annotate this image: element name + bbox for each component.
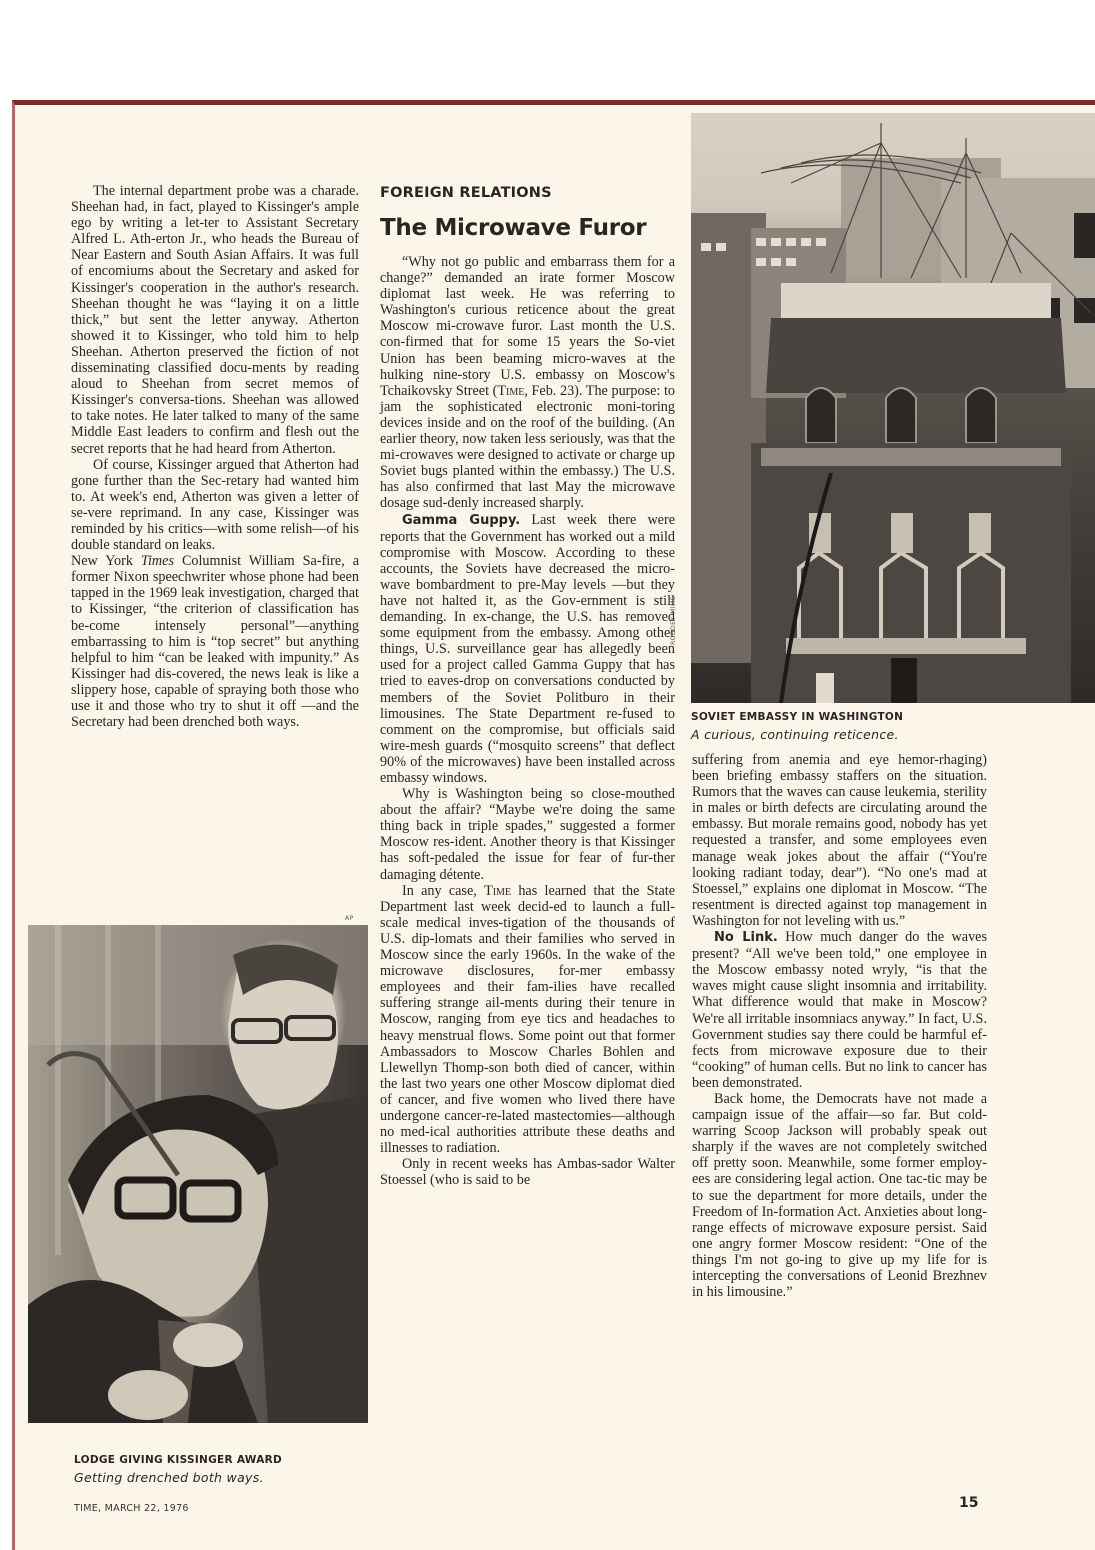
- text-run: Last week there were reports that the Government has worked out a mild compromise with Moscow. According to these accounts, the Soviets have decreased the micro-wave bombardment to pre-May levels —but they have not halted it, as the Gov-ernment is still demanding. In ex-change, the U.S. has removed some equipment from the embassy. Among other things, U.S. surveillance gear has allegedly been used for a project called Gamma Guppy that has tried to eaves-drop on conversations conducted by members of the Soviet Politburo in their limousines. The State Department re-fused to comment on the compromise, but officials said wire-mesh guards (“mosquito screens” that deflect 90% of the microwaves) have been installed across embassy windows.: [380, 511, 676, 786]
- photo-credit: AP: [345, 915, 354, 922]
- magazine-page: [12, 100, 1095, 1550]
- paragraph: [692, 929, 987, 1091]
- issue-date-footer: TIME, MARCH 22, 1976: [74, 1503, 189, 1514]
- text-run: In any case,: [402, 882, 485, 899]
- text-run: How much danger do the waves present? “All we've been told,” one employee in the Moscow embassy noted wryly, “is that the waves might cause slight insomnia and irritability. What difference would that make in Moscow? We're all irritable insomniacs anyway.” In fact, U.S. Government studies say there could be harmful ef-fects from microwave exposure due to their “cooking” of human cells. But no link to cancer has been demonstrated.: [692, 929, 987, 1091]
- photo-caption-title: SOVIET EMBASSY IN WASHINGTON: [691, 711, 904, 723]
- photo-credit: RODDEY MIMS: [670, 596, 677, 645]
- text-run: has learned that the State Department last week decid-ed to launch a full-scale medical inves-tigation of the thousands of U.S. dip-lomats and their families who served in Moscow since the early 1960s. In the wake of the microwave disclosures, for-mer embassy employees and their fam-ilies have recalled suffering strange ail-ments during their tenure in Moscow, ranging from eye tics and headaches to heavy menstrual flows. Some point out that former Ambassadors to Moscow Charles Bohlen and Llewellyn Thomp-son both died of cancer, within the last two years one other Moscow diplomat died of cancer, and five women who lived there have undergone cancer-re-lated mastectomies—although no med-ical authorities attribute these deaths and illnesses to radiation.: [380, 882, 676, 1157]
- paragraph: [380, 883, 675, 1157]
- building-illustration-icon: [691, 113, 1095, 703]
- photo-caption-title: LODGE GIVING KISSINGER AWARD: [74, 1454, 283, 1466]
- page-number: 15: [959, 1495, 979, 1511]
- paragraph: Back home, the Democrats have not made a campaign issue of the affair—so far. But cold-warring Scoop Jackson will probably speak out sharply if the waves are not completely switched off pretty soon. Meanwhile, some former employ-ees are considering legal action. One tac-tic may be to sue the department for more details, under the Freedom of In-formation Act. Anxieties about long-range effects of microwave exposure persist. Said one angry former Moscow resident: “One of the things I'm not go-ing to give up my life for is intercepting the conversations of Leonid Brezhnev in his limousine.”: [692, 1090, 987, 1301]
- italic-text: Times: [140, 553, 174, 570]
- soviet-embassy-photo: [691, 113, 1095, 703]
- paragraph: [380, 254, 675, 512]
- subhead: No Link.: [714, 930, 778, 946]
- paragraph: [71, 553, 359, 730]
- kissinger-award-photo: [28, 925, 368, 1423]
- middle-column-text: [380, 254, 675, 1188]
- paragraph: Of course, Kissinger argued that Atherton had gone further than the Sec-retary had wanted him to. At week's end, Atherton was given a letter of se-vere reprimand. In any case, Kissinger was reminded by his critics—with some relish—of his double standard on leaks.: [71, 456, 359, 554]
- paragraph: suffering from anemia and eye hemor-rhaging) been briefing embassy staffers on the situation. Rumors that the waves can cause leukemia, sterility in males or birth defects are circulating around the embassy. But morale remains good, nobody has yet requested a transfer, and some employees even manage weak jokes about the affair (“You're looking radiant today, dear”). “No one's mad at Stoessel,” explains one diplomat in Moscow. “The resentment is directed against top management in Washington for not leveling with us.”: [692, 752, 987, 929]
- text-run: , Feb. 23). The purpose: to jam the sophisticated electronic moni-toring devices inside and on the roof of the building. (An earlier theory, now taken less seriously, was that the mi-crowaves were designed to activate or charge up Soviet bugs planted within the embassy.) The U.S. has also confirmed that last May the microwave dosage sud-denly increased sharply.: [380, 382, 675, 512]
- photo-caption-subtitle: Getting drenched both ways.: [74, 1470, 264, 1485]
- text-run: New York: [71, 553, 141, 570]
- section-label: FOREIGN RELATIONS: [380, 185, 552, 201]
- paragraph: Why is Washington being so close-mouthed about the affair? “Maybe we're doing the same thing back in triple spades,” suggested a former Moscow res-ident. Another theory is that Kissinger has soft-pedaled the issue for fear of fur-ther damaging détente.: [380, 786, 675, 883]
- text-run: Columnist William Sa-fire, a former Nixon speechwriter whose phone had been tapped in the 1969 leak investigation, charged that to Kissinger, “the criterion of classification has be-come intensely personal”—anything embarrassing to him is “top secret” but anything helpful to him “can be leaked with impunity.” As Kissinger had dis-covered, the news leak is like a slippery hose, capable of spraying both those who use it and those who try to shut it off —and the Secretary had been drenched both ways.: [71, 553, 359, 731]
- photo-illustration-icon: [28, 925, 368, 1423]
- magazine-name: Time: [497, 382, 525, 399]
- left-column-text: [71, 183, 359, 730]
- photo-caption-subtitle: A curious, continuing reticence.: [691, 727, 899, 742]
- magazine-name: Time: [484, 882, 512, 899]
- article-headline: The Microwave Furor: [380, 215, 647, 241]
- paragraph: [380, 512, 675, 787]
- paragraph: The internal department probe was a charade. Sheehan had, in fact, played to Kissinger's ample ego by writing a let-ter to Assistant Secretary Alfred L. Ath-erton Jr., who heads the Bureau of Near Eastern and South Asian Affairs. It was full of encomiums about the Secretary and asked for Kissinger's cooperation in the author's research. Sheehan thought he was “laying it on a little thick,” but sent the letter anyway. Atherton showed it to Kissinger, who told him to help Sheehan. Atherton preserved the fiction of not disseminating classified docu-ments by reading aloud to Sheehan from secret memos of Kissinger's conversa-tions. Sheehan was allowed to take notes. He later talked to many of the same Middle East leaders to confirm and flesh out the secret reports that he had heard from Atherton.: [71, 183, 359, 457]
- subhead: Gamma Guppy.: [402, 512, 521, 528]
- text-run: “Why not go public and embarrass them for a change?” demanded an irate former Moscow diplomat last week. He was referring to Washington's curious reticence about the great Moscow mi-crowave furor. Last month the U.S. con-firmed that for some 15 years the So-viet Union has been beaming micro-waves at the hulking nine-story U.S. embassy on Moscow's Tchaikovsky Street (: [380, 254, 675, 399]
- paragraph: Only in recent weeks has Ambas-sador Walter Stoessel (who is said to be: [380, 1156, 675, 1189]
- right-column-text: [692, 752, 987, 1300]
